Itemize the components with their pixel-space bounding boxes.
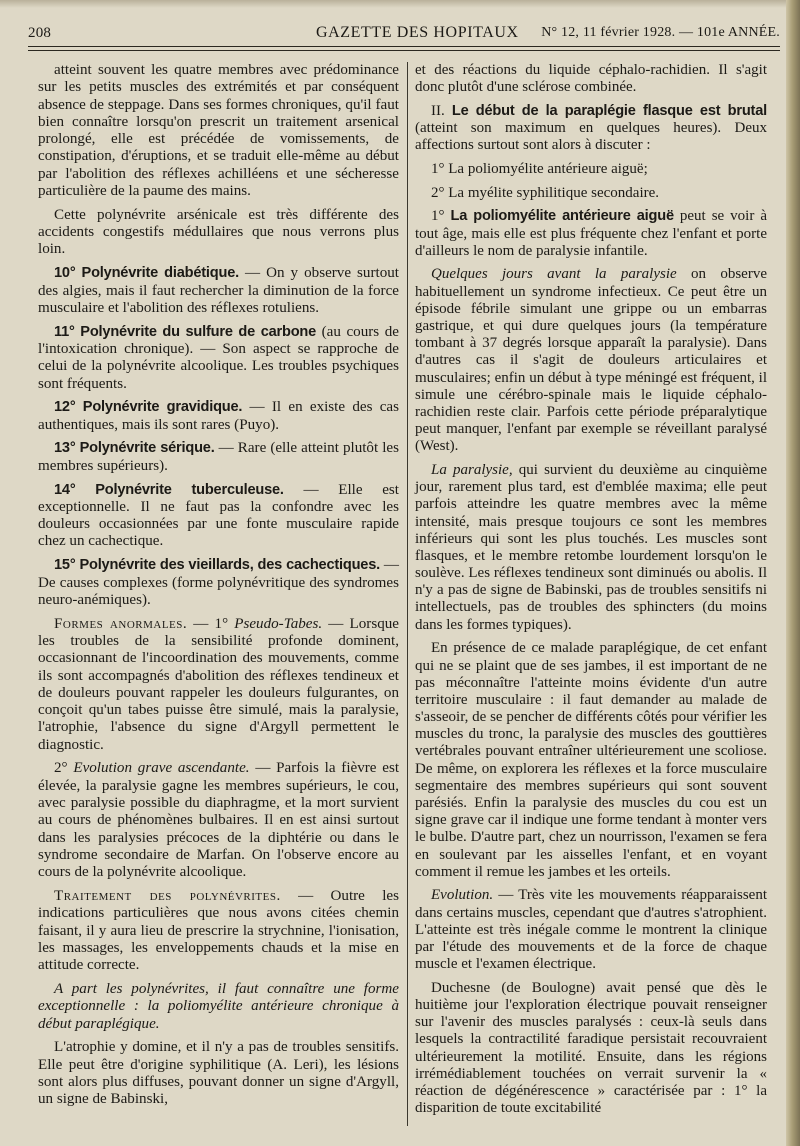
- header-rule-thin: [28, 50, 780, 51]
- italic-phrase: Evolution grave ascendante.: [73, 760, 250, 777]
- item-number: II.: [431, 102, 452, 119]
- paragraph: [38, 1039, 399, 1108]
- paragraph-text: L'atrophie y domine, et il n'y a pas de troubles sensitifs. Elle peut être d'origine syphilitique (A. Leri), les lésions sont alors plus diffuses, pouvant donner un signe d'Argyll, un signe de Babinski,: [38, 1039, 399, 1108]
- header-rule-thick: [28, 46, 780, 47]
- paragraph-text: (au cours de l'intoxication chronique). — Son aspect se rapproche de celui de la polynévrite alcoolique. Les troubles psychiques sont fréquents.: [38, 323, 399, 392]
- paragraph-text: 2° La myélite syphilitique secondaire.: [431, 184, 660, 201]
- paragraph: [38, 557, 399, 609]
- italic-phrase: Quelques jours avant la paralysie: [431, 266, 677, 283]
- top-shadow: [0, 0, 800, 8]
- paragraph: [38, 482, 399, 551]
- paragraph: [415, 103, 767, 155]
- paragraph: [415, 161, 767, 178]
- paragraph-text: — Elle est exceptionnelle. Il ne faut pas la confondre avec les douleurs occasionnées par une fonte musculaire rapide chez un cachectique.: [38, 481, 399, 550]
- paragraph: [415, 266, 767, 455]
- italic-phrase: A part les polynévrites, il faut connaître une forme exceptionnelle : la poliomyélite antérieure chronique à début paraplégique.: [38, 981, 399, 1032]
- item-heading: 11° Polynévrite du sulfure de carbone: [54, 323, 317, 340]
- paragraph: [38, 265, 399, 317]
- item-heading: 15° Polynévrite des vieillards, des cachectiques.: [54, 557, 380, 574]
- paragraph-text: — Outre les indications particulières que nous avons citées chemin faisant, il y aura lieu de prescrire la strychnine, l'ionisation, les massages, les enveloppements chauds et la mise en attitude correcte.: [38, 888, 399, 974]
- paragraph: [415, 887, 767, 973]
- paragraph-text: peut se voir à tout âge, mais elle est plus fréquente chez l'enfant et porte d'ailleurs le nom de paralysie infantile.: [415, 208, 767, 259]
- paragraph: [38, 399, 399, 434]
- paragraph: [415, 980, 767, 1118]
- paragraph-text: on observe habituellement un syndrome infectieux. Ce peut être un épisode fébrile simulant une grippe ou un embarras gastrique, et qui dure quelques jours (la température tombant à 37 degrés lorsque apparaît la paralysie). Dans d'autres cas il s'agit de douleurs articulaires et musculaires; enfin un début à type méningé est fréquent, il simule une cérébro-spinale mais le liquide céphalo-rachidien reste clair. Parfois cette période préparalytique peut manquer, l'enfant par exemple se réveillant paralysé (West).: [415, 266, 767, 455]
- page-edge-binding: [786, 0, 800, 1146]
- paragraph: [415, 62, 767, 96]
- left-column: [38, 62, 399, 1115]
- paragraph-text: — Parfois la fièvre est élevée, la paralysie gagne les membres supérieurs, le cou, avec paralysie possible du diaphragme, et la mort survient au cours de phénomènes bulbaires. Il en est ainsi surtout dans les paralysies précoces de la diphtérie ou dans le syndrome secondaire de Marfan. On l'observe encore au cours de la polynévrite alcoolique.: [38, 760, 400, 881]
- paragraph-text: 1° La poliomyélite antérieure aiguë;: [431, 160, 648, 177]
- right-column: [415, 62, 767, 1124]
- paragraph: [38, 888, 399, 974]
- page-number: 208: [28, 25, 52, 41]
- italic-phrase: Pseudo-Tabes.: [234, 615, 323, 632]
- item-heading: 13° Polynévrite sérique.: [54, 440, 215, 457]
- paragraph-text: et des réactions du liquide céphalo-rachidien. Il s'agit donc plutôt d'une sclérose combinée.: [415, 62, 767, 96]
- paragraph-text: — On y observe surtout des algies, mais il faut rechercher la diminution de la force musculaire et l'abolition des réflexes rotuliens.: [38, 265, 399, 316]
- paragraph: [38, 440, 399, 475]
- item-heading: 14° Polynévrite tuberculeuse.: [54, 481, 284, 498]
- paragraph-text: — Rare (elle atteint plutôt les membres supérieurs).: [38, 440, 399, 474]
- running-header: [28, 22, 780, 46]
- paragraph-text: qui survient du deuxième au cinquième jour, rarement plus tard, est d'emblée maxima; elle peut parfois atteindre les quatre membres avec la même intensité, mais presque toujours ce sont les membres inférieurs qui sont les plus touchés. Les muscles sont flasques, et le membre retombe lourdement lorsqu'on le soulève. Les réflexes tendineux sont diminués ou abolis. Il n'y a pas de signe de Babinski, pas de troubles sensitifs ni intellectuels, pas de troubles des sphincters (du moins dans les formes typiques).: [415, 461, 768, 633]
- paragraph: [38, 760, 399, 881]
- item-number: — 1°: [187, 615, 235, 632]
- italic-phrase: Evolution.: [431, 887, 494, 904]
- item-heading: Le début de la paraplégie flasque est brutal: [451, 102, 767, 119]
- item-number: 2°: [54, 760, 74, 777]
- paragraph: [38, 324, 399, 393]
- journal-title: GAZETTE DES HOPITAUX: [316, 24, 519, 41]
- paragraph-text: — Lorsque les troubles de la sensibilité profonde dominent, occasionnant de l'incoordination des mouvements, comme ils sont accompagnés d'abolition des réflexes tendineux et de douleurs pouvant rappeler les douleurs fulgurantes, on conçoit qu'un tabes puisse être simulé, mais la paralysie, l'atrophie, l'absence du signe d'Argyll permettent le diagnostic.: [38, 615, 399, 753]
- paragraph-text: atteint souvent les quatre membres avec prédominance sur les petits muscles des extrémités et par conséquent absence de steppage. Dans ses formes chroniques, qu'il faut bien connaître lorsqu'on prescrit un traitement arsenical prolongé, elle est précédée de vomissements, de constipation, d'éruptions, et se traduit elle-même au début par l'abolition des réflexes achilléens et une sécheresse particulière de la paume des mains.: [38, 62, 399, 200]
- paragraph-text: — De causes complexes (forme polynévritique des syndromes neuro-anémiques).: [38, 557, 399, 608]
- column-divider: [407, 62, 408, 1126]
- item-number: 1°: [431, 208, 451, 225]
- paragraph-text: En présence de ce malade paraplégique, de cet enfant qui ne se plaint que de ses jambes, il est important de ne pas méconnaître l'atteinte moins évidente d'un autre territoire musculaire : il faut demander au malade de s'asseoir, de se pencher de différents côtés pour vérifier les muscles du tronc, la paralysie des muscles des gouttières vertébrales pouvant entraîner ultérieurement une scoliose. De même, on explorera les réflexes et la force musculaire segmentaire des membres supérieurs qui sont souvent parésiés. Enfin la paralysie des muscles du cou est un signe grave car il indique une forme tendant à monter vers le bulbe. D'autre part, chez un nourrisson, l'examen se fera en soulevant par les aisselles l'enfant, et en voyant comment il remue les jambes et les orteils.: [415, 640, 767, 880]
- item-heading: 10° Polynévrite diabétique.: [54, 265, 239, 282]
- paragraph-text: — Il en existe des cas authentiques, mais ils sont rares (Puyo).: [38, 399, 399, 433]
- paragraph: [415, 185, 767, 202]
- paragraph-text: (atteint son maximum en quelques heures). Deux affections surtout sont alors à discuter :: [415, 120, 767, 154]
- paragraph-text: — Très vite les mouvements réapparaissent dans certains muscles, cependant que d'autres s'atrophient. L'atteinte est très inégale comme le montrent la clinique par l'étude des mouvements et de la force de chaque muscle et l'examen électrique.: [415, 887, 767, 973]
- section-heading: Traitement des polynévrites.: [54, 888, 281, 905]
- paragraph: [38, 62, 399, 200]
- item-heading: 12° Polynévrite gravidique.: [54, 399, 243, 416]
- paragraph: [415, 462, 767, 634]
- issue-info: N° 12, 11 février 1928. — 101e ANNÉE.: [541, 25, 780, 40]
- italic-phrase: La paralysie,: [431, 461, 513, 478]
- paragraph: [415, 208, 767, 260]
- section-heading: Formes anormales.: [54, 615, 188, 632]
- paragraph: [38, 981, 399, 1033]
- paragraph-text: Duchesne (de Boulogne) avait pensé que dès le huitième jour l'exploration électrique pouvait renseigner sur l'avenir des muscles paralysés : ceux-là seuls dans lesquels la contractilité faradique persistait recouvraient ultérieurement la motilité. Ensuite, dans les régions irrémédiablement touchées on verrait survenir la « réaction de dégénérescence » caractérisée par : 1° la disparition de toute excitabilité: [415, 979, 767, 1117]
- paragraph: [38, 207, 399, 259]
- item-heading: La poliomyélite antérieure aiguë: [450, 208, 674, 225]
- paragraph: [38, 616, 399, 754]
- paragraph-text: Cette polynévrite arsénicale est très différente des accidents congestifs médullaires que nous verrons plus loin.: [38, 206, 399, 258]
- paragraph: [415, 640, 767, 881]
